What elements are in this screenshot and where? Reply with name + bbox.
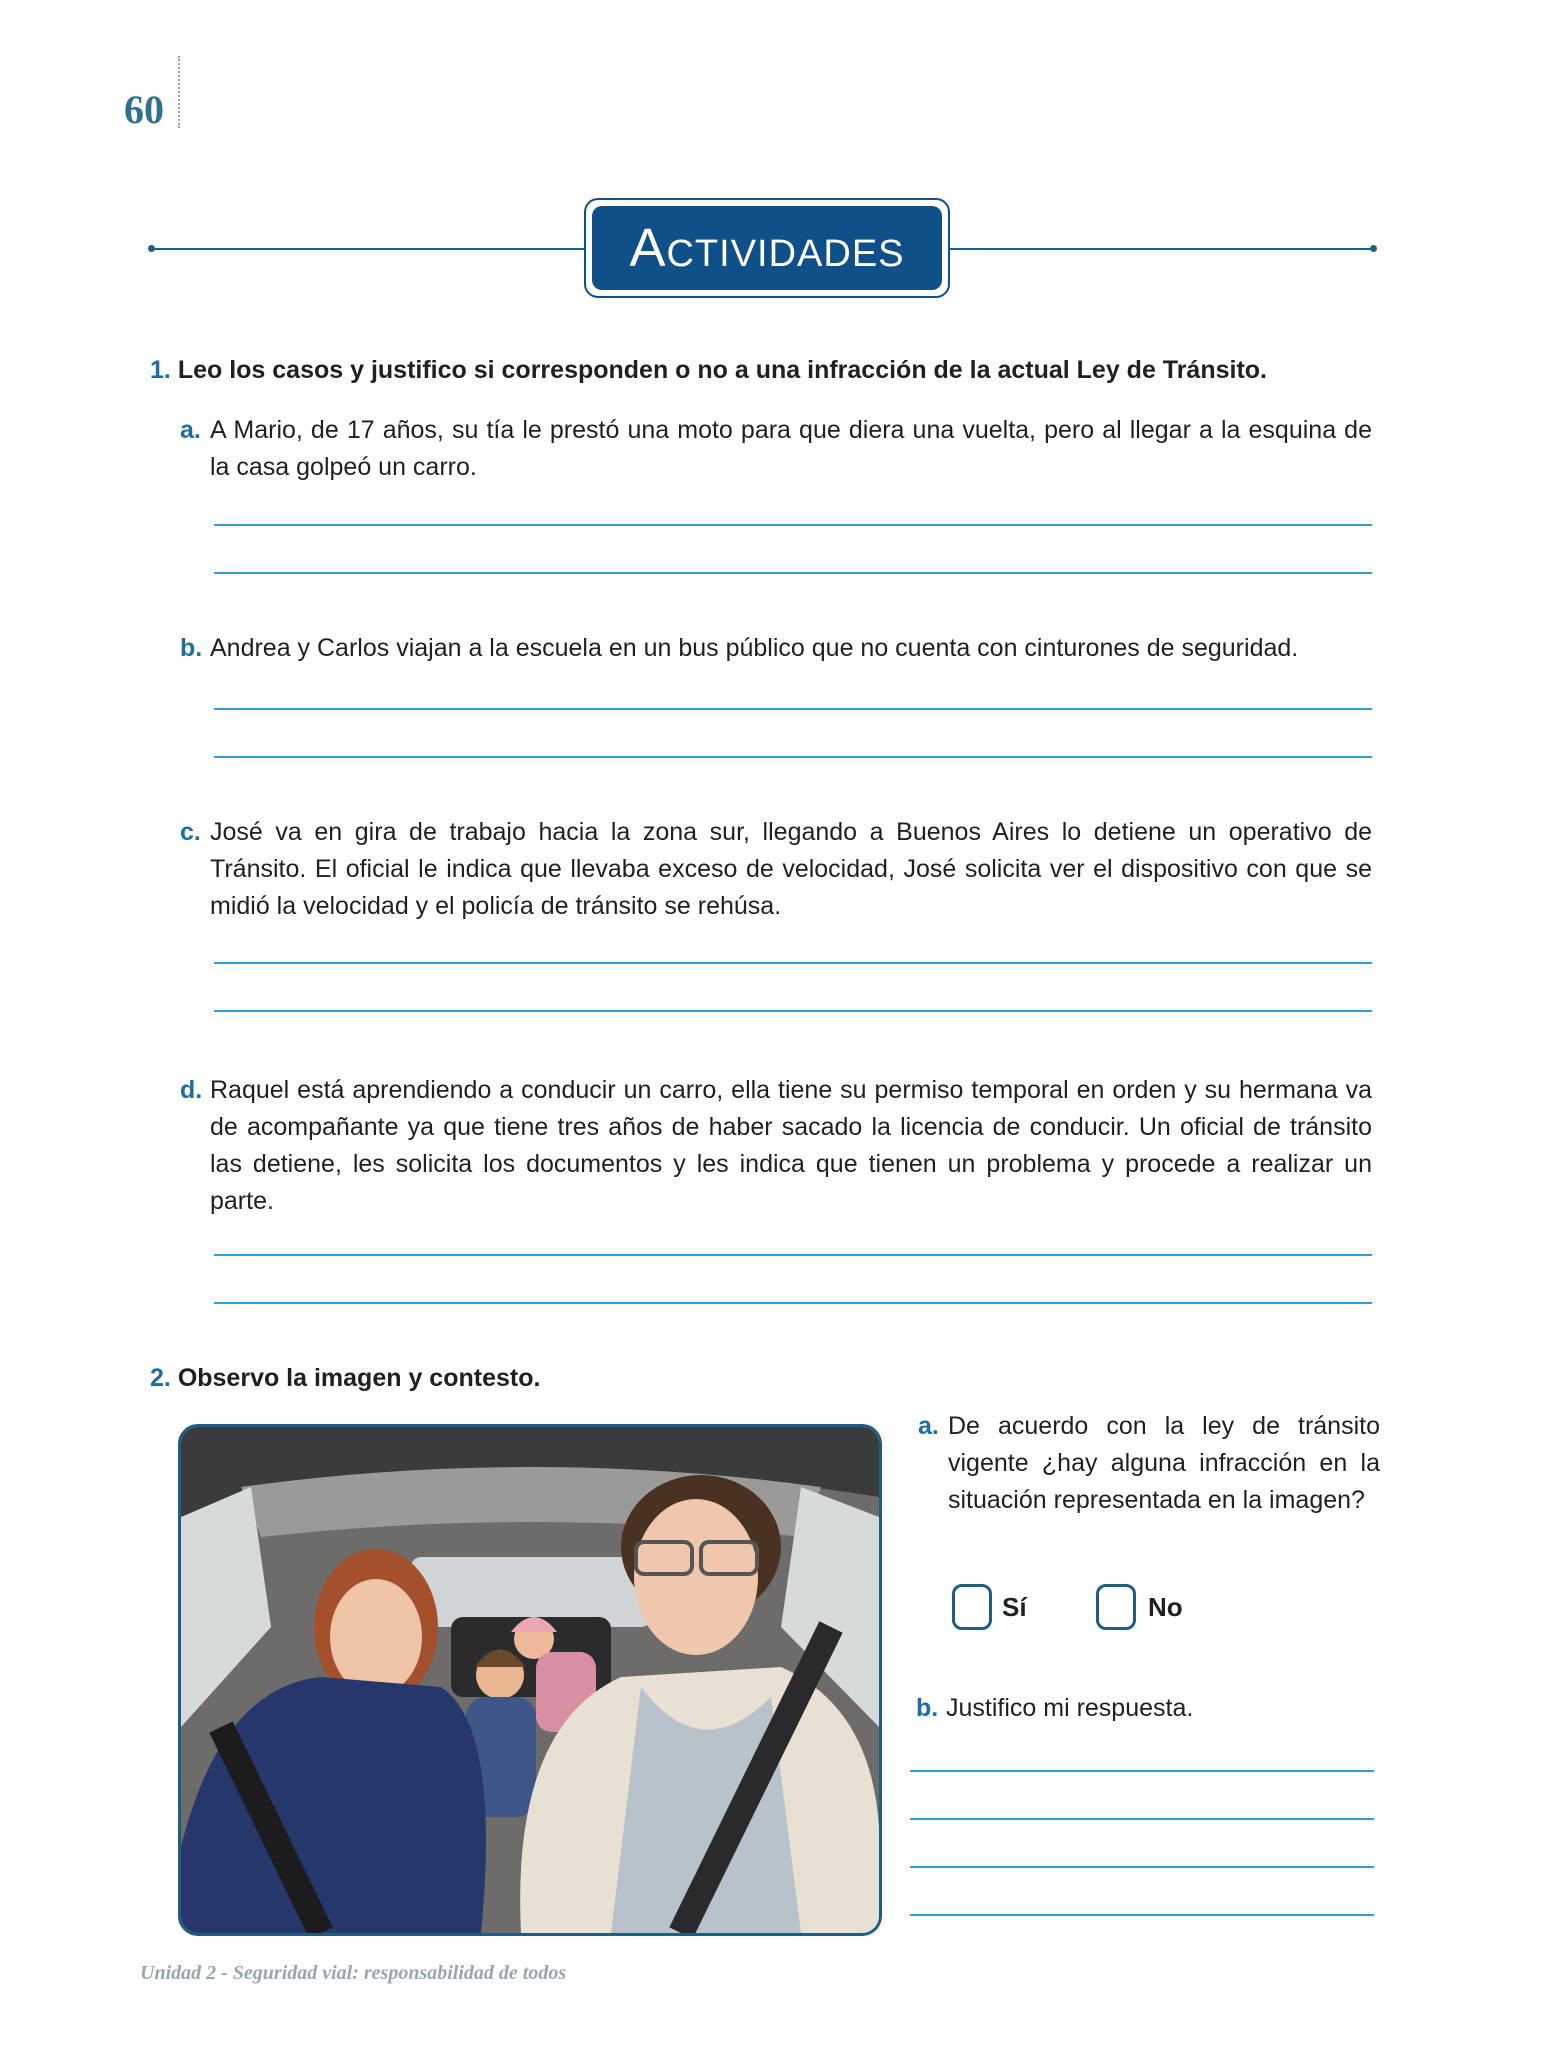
case-b-text: Andrea y Carlos viajan a la escuela en un bus público que no cuenta con cinturones de seguridad.: [210, 634, 1299, 662]
answer-line-2b2[interactable]: [910, 1818, 1374, 1820]
case-a-text: A Mario, de 17 años, su tía le prestó una moto para que diera una vuelta, pero al llegar a la esquina de la casa golpeó un carro.: [210, 416, 1372, 481]
man-face: [634, 1499, 758, 1655]
yes-label: Sí: [1002, 1592, 1027, 1622]
yes-checkbox[interactable]: [952, 1584, 992, 1630]
answer-line-2b4[interactable]: [910, 1914, 1374, 1916]
activity-1-prompt: [150, 352, 1380, 388]
answer-line-a1[interactable]: [214, 524, 1372, 526]
activity-2-number: 2.: [150, 1364, 171, 1392]
page-footer: Unidad 2 - Seguridad vial: responsabilidad de todos: [140, 1962, 567, 1984]
car-family-illustration: [181, 1427, 879, 1933]
answer-line-2b3[interactable]: [910, 1866, 1374, 1868]
heading-rule-right: [950, 248, 1374, 250]
section-heading-text: Actividades: [629, 218, 905, 278]
case-d-letter: d.: [180, 1076, 203, 1104]
case-b-letter: b.: [180, 634, 203, 662]
page-number: 60: [124, 87, 164, 132]
woman-face: [330, 1579, 422, 1695]
question-b-letter: b.: [916, 1694, 939, 1722]
question-b: [916, 1690, 1378, 1727]
question-b-text: Justifico mi respuesta.: [946, 1694, 1194, 1722]
activity-1-number: 1.: [150, 356, 171, 384]
answer-line-2b1[interactable]: [910, 1770, 1374, 1772]
heading-rule-right-dot: [1370, 245, 1377, 252]
question-a: [918, 1408, 1380, 1519]
answer-line-d1[interactable]: [214, 1254, 1372, 1256]
case-c-text: José va en gira de trabajo hacia la zona sur, llegando a Buenos Aires lo detiene un operativo de Tránsito. El oficial le indica que llevaba exceso de velocidad, José solicita ver el dispositivo con que se midió la velocidad y el policía de tránsito se rehúsa.: [210, 818, 1372, 920]
answer-line-c1[interactable]: [214, 962, 1372, 964]
question-a-letter: a.: [918, 1412, 939, 1440]
case-c: [180, 814, 1372, 925]
section-heading: [592, 206, 942, 290]
car-family-photo: [178, 1424, 882, 1936]
case-a-letter: a.: [180, 416, 201, 444]
activity-2-prompt: [150, 1360, 950, 1396]
no-checkbox[interactable]: [1096, 1584, 1136, 1630]
answer-line-c2[interactable]: [214, 1010, 1372, 1012]
question-a-text: De acuerdo con la ley de tránsito vigente ¿hay alguna infracción en la situación representada en la imagen?: [948, 1412, 1380, 1514]
answer-line-b1[interactable]: [214, 708, 1372, 710]
no-label: No: [1148, 1592, 1183, 1622]
case-a: [180, 412, 1372, 486]
answer-line-d2[interactable]: [214, 1302, 1372, 1304]
answer-line-b2[interactable]: [214, 756, 1372, 758]
case-c-letter: c.: [180, 818, 201, 846]
rear-window: [411, 1557, 651, 1627]
heading-rule-left: [152, 248, 584, 250]
page-number-divider: [178, 56, 180, 128]
case-b: [180, 630, 1374, 667]
case-d: [180, 1072, 1372, 1220]
answer-line-a2[interactable]: [214, 572, 1372, 574]
activity-2-text: Observo la imagen y contesto.: [177, 1364, 541, 1392]
case-d-text: Raquel está aprendiendo a conducir un carro, ella tiene su permiso temporal en orden y su hermana va de acompañante ya que tiene tres años de haber sacado la licencia de conducir. Un oficial de tránsito las detiene, les solicita los documentos y les indica que tienen un problema y procede a realizar un parte.: [210, 1076, 1372, 1215]
activity-1-text: Leo los casos y justifico si corresponden o no a una infracción de la actual Ley de Tránsito.: [177, 356, 1267, 384]
